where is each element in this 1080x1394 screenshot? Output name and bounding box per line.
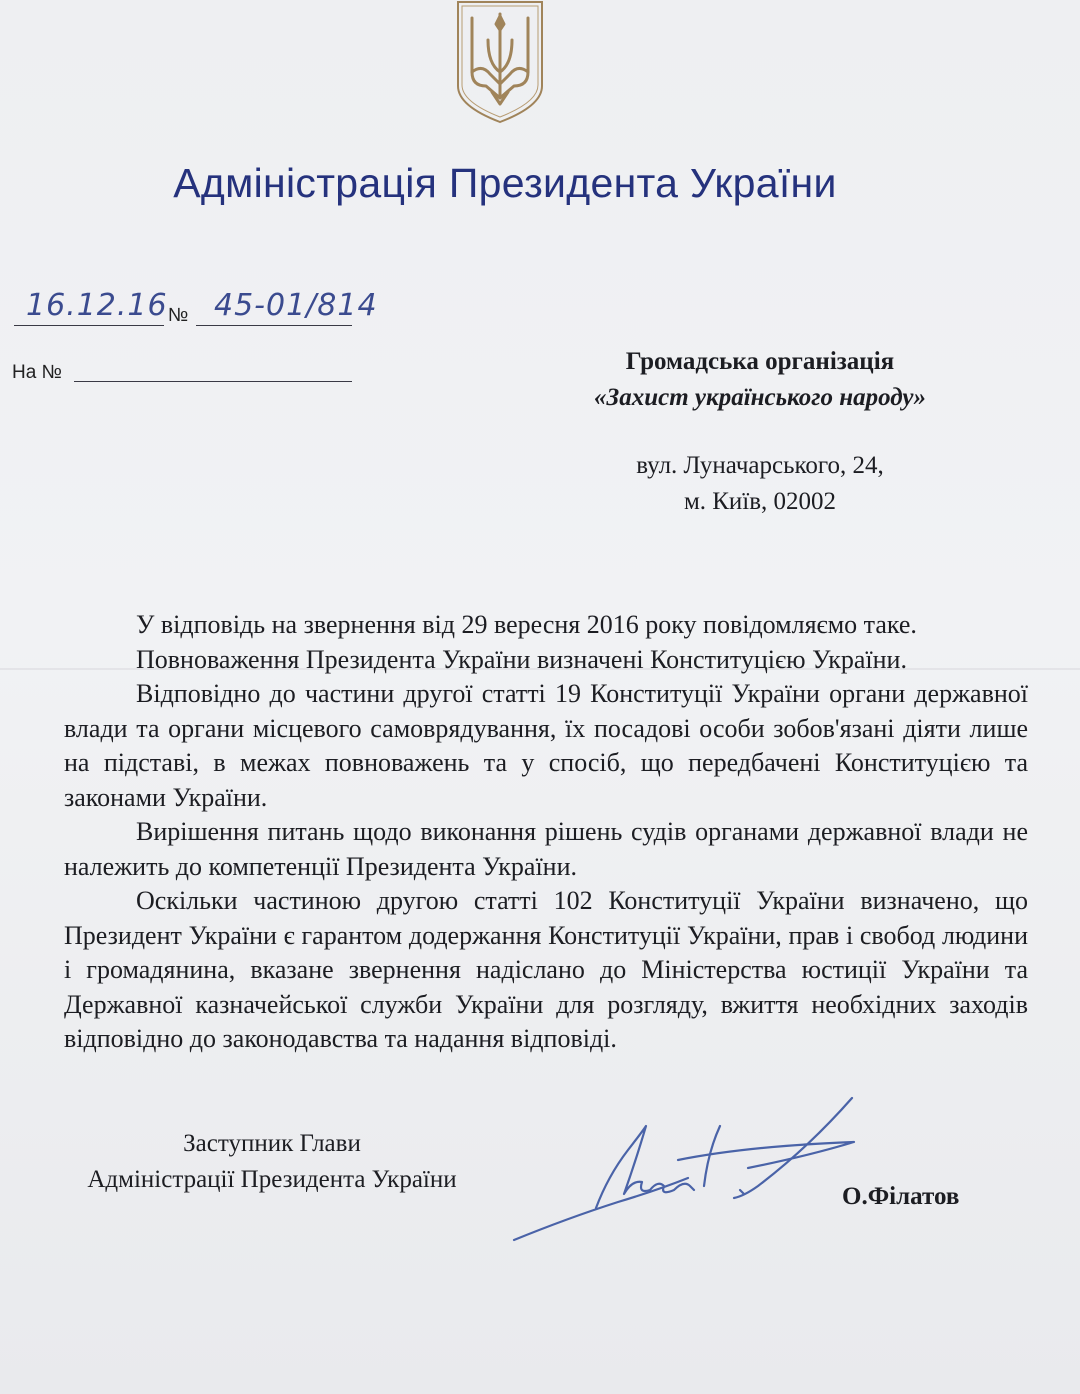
position-line1: Заступник Глави — [183, 1130, 361, 1157]
body-paragraph: У відповідь на звернення від 29 вересня 2016 року повідомляємо таке. — [136, 610, 917, 639]
reference-label: На № — [12, 362, 62, 383]
handwritten-signature — [508, 1090, 868, 1250]
recipient-address — [520, 448, 1000, 520]
address-line2: м. Київ, 02002 — [683, 488, 837, 515]
signatory-position — [62, 1126, 482, 1198]
letter-body — [64, 608, 1028, 1057]
body-paragraph: Повноваження Президента України визначені Конституцією України. — [136, 644, 907, 674]
trident-coat-of-arms-icon — [452, 0, 548, 124]
signatory-name: О.Філатов — [842, 1183, 960, 1210]
registration-number: 45-01/814 — [214, 288, 378, 323]
position-line2: Адміністрації Президента України — [87, 1166, 457, 1193]
recipient-line2: «Захист українського народу» — [594, 384, 926, 411]
date-underline — [14, 325, 164, 326]
recipient-block — [520, 344, 1000, 416]
recipient-line1: Громадська організація — [625, 348, 895, 375]
reference-underline — [74, 381, 352, 382]
number-underline — [196, 325, 352, 326]
body-paragraph: Оскільки частиною другою статті 102 Конституції України визначено, що Президент України є гарантом додержання Конституції України, прав і свобод людини і громадянина, вказане звернення надіслано до Міністерства юстиції України та Державної казначейської служби України для розгляду, вжиття необхідних заходів відповідно до законодавства та надання відповіді. — [64, 886, 1028, 1053]
body-paragraph: Вирішення питань щодо виконання рішень судів органами державної влади не належить до компетенції Президента України. — [64, 817, 1028, 881]
address-line1: вул. Луначарського, 24, — [636, 452, 884, 479]
number-label: № — [168, 305, 189, 326]
body-paragraph: Відповідно до частини другої статті 19 Конституції України органи державної влади та органи місцевого самоврядування, їх посадові особи зобов'язані діяти лише на підставі, в межах повноважень та у спосіб, що передбачені Конституцією та законами України. — [64, 679, 1028, 812]
organization-title: Адміністрація Президента України — [173, 160, 837, 206]
registration-date: 16.12.16 — [26, 288, 168, 323]
